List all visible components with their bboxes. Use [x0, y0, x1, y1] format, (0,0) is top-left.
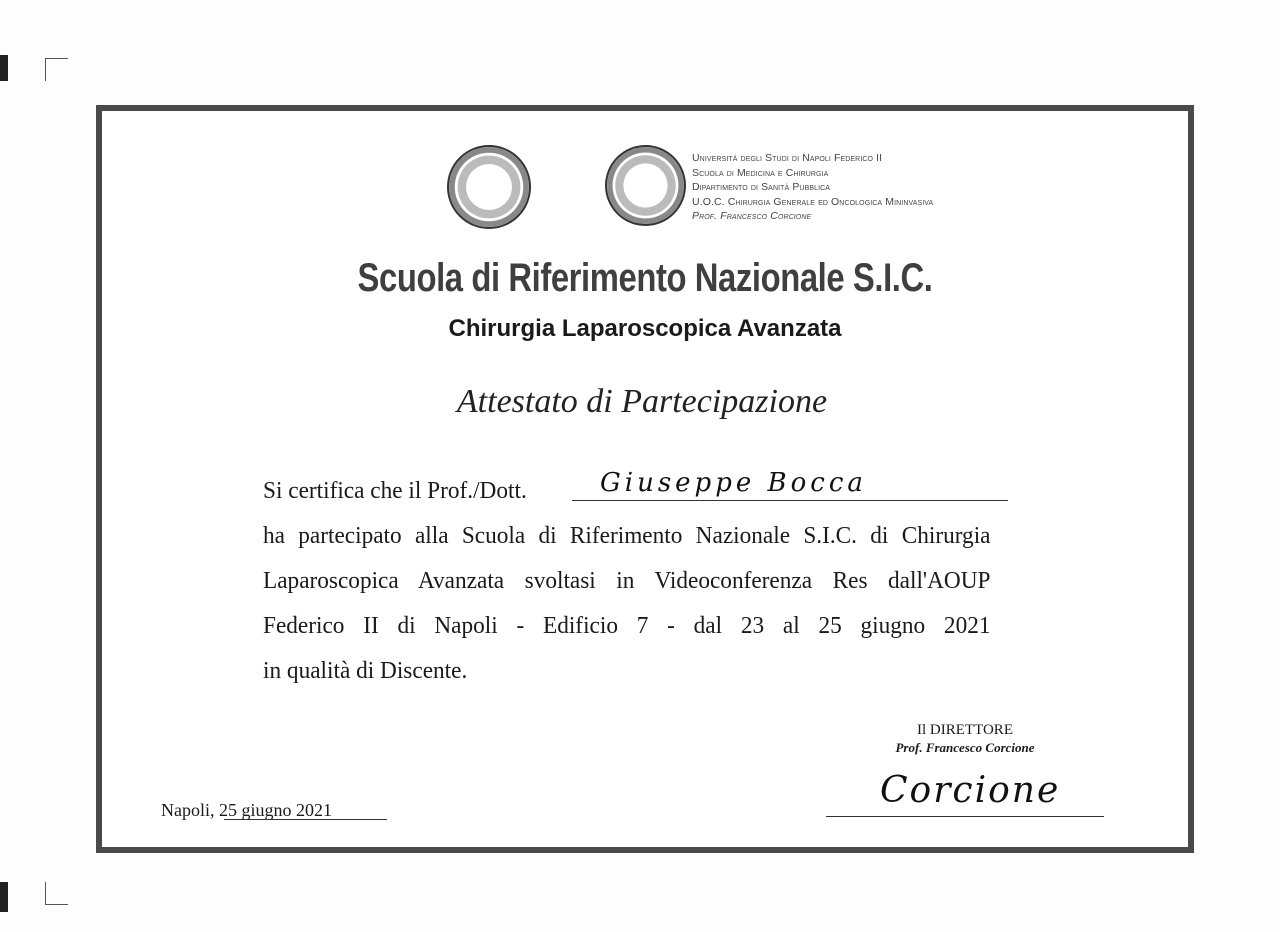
director-role: Il DIRETTORE [917, 722, 1013, 738]
body-line: Federico II di Napoli - Edificio 7 - dal 23 al 25 giugno 2021 [263, 613, 991, 639]
scan-mark [0, 55, 8, 81]
university-name: Università degli Studi di Napoli Federico II [692, 152, 883, 164]
date: 25 giugno 2021 [219, 800, 333, 820]
crop-mark [45, 882, 68, 905]
certificate-type: Attestato di Partecipazione [456, 383, 828, 420]
body-line: Laparoscopica Avanzata svoltasi in Videoconferenza Res dall'AOUP [263, 568, 991, 594]
sic-seal-logo [447, 145, 531, 229]
certify-intro: Si certifica che il Prof./Dott. [263, 478, 527, 504]
university-header [692, 151, 933, 224]
body-line: in qualità di Discente. [263, 658, 468, 684]
date-underline [224, 819, 387, 820]
unit-name: U.O.C. Chirurgia Generale ed Oncologica Mininvasiva [692, 195, 934, 208]
place-date [161, 800, 332, 821]
director-name: Prof. Francesco Corcione [895, 740, 1035, 755]
school-name: Scuola di Medicina e Chirurgia [692, 166, 829, 179]
professor-name: Prof. Francesco Corcione [692, 210, 812, 222]
crop-mark [45, 58, 68, 81]
department-name: Dipartimento di Sanità Pubblica [692, 181, 831, 193]
certificate-title: Scuola di Riferimento Nazionale S.I.C. [357, 256, 933, 300]
body-line: ha partecipato alla Scuola di Riferimento Nazionale S.I.C. di Chirurgia [263, 523, 991, 549]
signature-line [826, 816, 1104, 817]
director-signature: Corcione [880, 770, 1061, 811]
participant-name-handwritten: Giuseppe Bocca [600, 468, 867, 498]
university-seal-logo [605, 145, 686, 226]
scan-mark [0, 882, 8, 912]
place: Napoli, [161, 800, 215, 820]
name-underline [572, 500, 1008, 501]
certificate-subtitle: Chirurgia Laparoscopica Avanzata [448, 315, 842, 342]
